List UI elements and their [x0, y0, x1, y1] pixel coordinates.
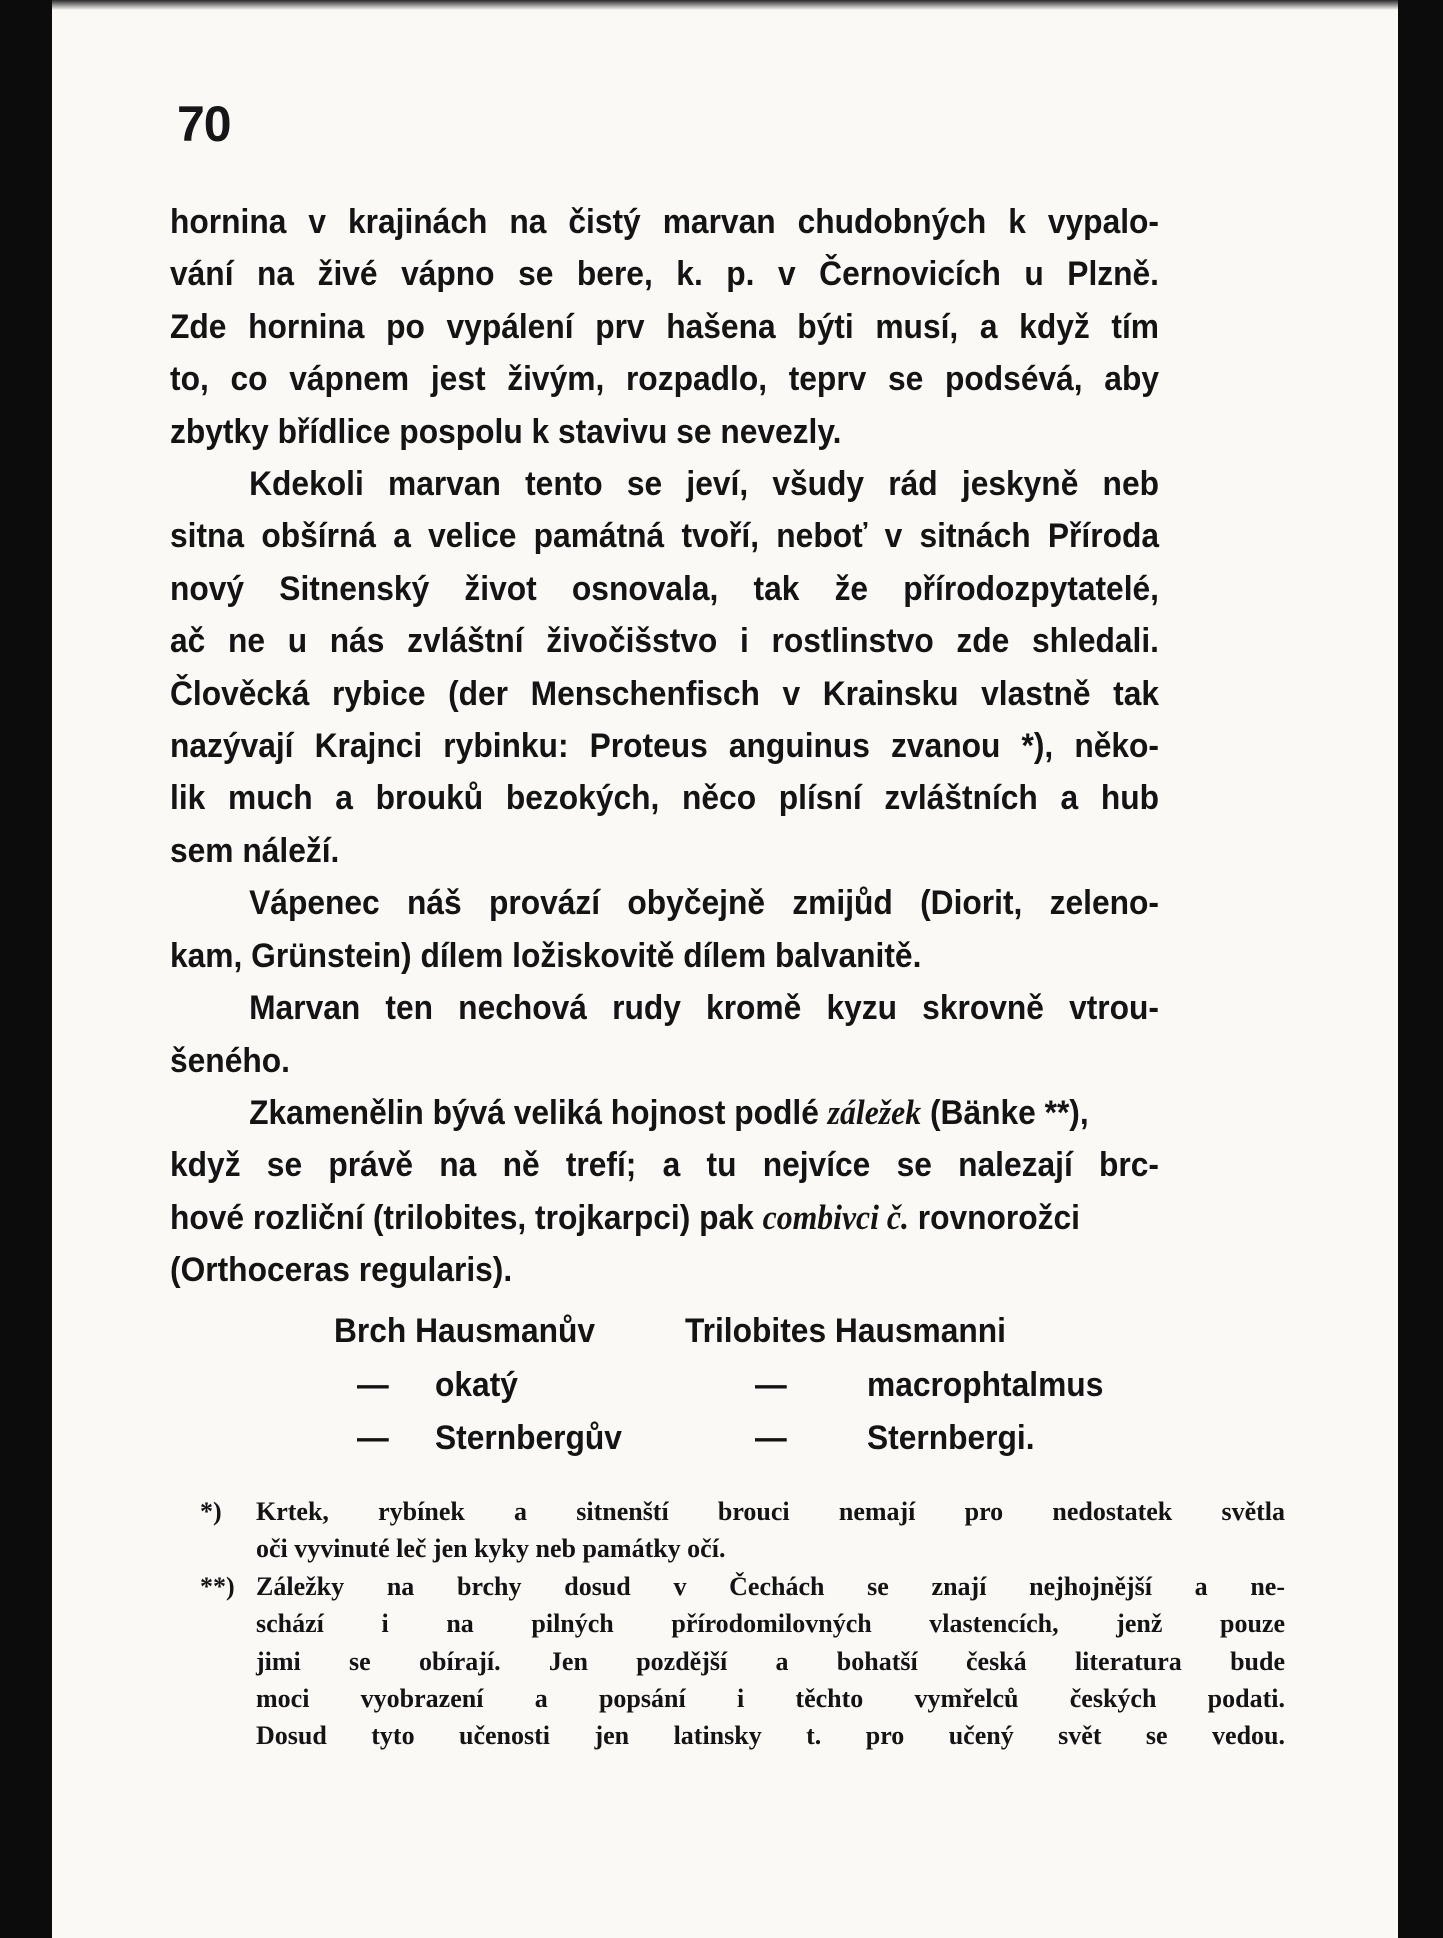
- text-line: Marvan ten nechová rudy kromě kyzu skrovně vtrou-: [249, 989, 1159, 1028]
- text-line: šeného.: [170, 1041, 290, 1080]
- footnote-line: Dosud tyto učenosti jen latinsky t. pro učený svět se vedou.: [256, 1721, 1285, 1751]
- text-line: Vápenec náš provází obyčejně zmijůd (Diorit, zeleno-: [249, 884, 1159, 923]
- text-fragment: hové rozliční (trilobites, trojkarpci) pak: [170, 1198, 754, 1237]
- text-fragment: rovnorožci: [917, 1198, 1080, 1237]
- text-line: nový Sitnenský život osnovala, tak že přírodozpytatelé,: [170, 569, 1159, 608]
- text-line: (Orthoceras regularis).: [170, 1251, 513, 1290]
- ditto-dash: —: [755, 1366, 787, 1404]
- footnote-line: schází i na pilných přírodomilovných vlastencích, jenž pouze: [256, 1609, 1285, 1639]
- text-line: kam, Grünstein) dílem ložiskovitě dílem balvanitě.: [170, 936, 922, 975]
- text-fragment: (Bänke **),: [929, 1093, 1089, 1132]
- italic-term: záležek: [827, 1093, 922, 1132]
- footnote-line: jimi se obírají. Jen pozdější a bohatší česká literatura bude: [256, 1646, 1285, 1676]
- text-line: lik much a brouků bezokých, něco plísní zvláštních a hub: [170, 779, 1159, 818]
- text-line: když se právě na ně trefí; a tu nejvíce se nalezají brc-: [170, 1146, 1159, 1185]
- text-line: nazývají Krajnci rybinku: Proteus anguinus zvanou *), něko-: [170, 727, 1159, 766]
- species-right: Sternbergi.: [867, 1419, 1035, 1457]
- footnote-line: Krtek, rybínek a sitnenští brouci nemají pro nedostatek světla: [256, 1497, 1285, 1526]
- text-line-mixed: [170, 1087, 1159, 1139]
- ditto-dash: —: [357, 1419, 389, 1457]
- footnote-line: Záležky na brchy dosud v Čechách se znají nejhojnější a ne-: [256, 1571, 1285, 1601]
- text-line: hornina v krajinách na čistý marvan chudobných k vypalo-: [170, 203, 1159, 241]
- footnote-mark: **): [200, 1571, 235, 1601]
- text-line: sem náleží.: [170, 831, 340, 870]
- body-text: [170, 196, 1159, 1297]
- species-right: Trilobites Hausmanni: [685, 1312, 1007, 1350]
- text-line: vání na živé vápno se bere, k. p. v Černovicích u Plzně.: [170, 255, 1159, 294]
- footnote: [200, 1568, 1285, 1755]
- species-left: okatý: [435, 1366, 518, 1404]
- ditto-dash: —: [357, 1366, 389, 1404]
- species-right: macrophtalmus: [867, 1366, 1104, 1404]
- footnote-line: oči vyvinuté leč jen kyky neb památky očí.: [256, 1534, 726, 1564]
- text-line: Kdekoli marvan tento se jeví, všudy rád jeskyně neb: [249, 465, 1159, 504]
- text-line: zbytky břídlice pospolu k stavivu se nevezly.: [170, 412, 842, 451]
- species-left: Sternbergův: [435, 1419, 622, 1457]
- book-page: [52, 0, 1398, 1938]
- text-line: ač ne u nás zvláštní živočišstvo i rostlinstvo zde shledali.: [170, 622, 1159, 661]
- ditto-dash: —: [755, 1419, 787, 1457]
- footnote: [200, 1493, 1285, 1568]
- page-number: 70: [177, 96, 231, 152]
- footnote-line: moci vyobrazení a popsání i těchto vymřelců českých podati.: [256, 1684, 1285, 1714]
- text-line: to, co vápnem jest živým, rozpadlo, teprv se podsévá, aby: [170, 360, 1159, 399]
- text-line: sitna obšírná a velice památná tvoří, neboť v sitnách Příroda: [170, 517, 1159, 556]
- footnote-mark: *): [200, 1497, 222, 1526]
- text-line: Člověcká rybice (der Menschenfisch v Krainsku vlastně tak: [170, 674, 1159, 713]
- text-fragment: Zkamenělin bývá veliká hojnost podlé: [249, 1093, 819, 1132]
- text-line-mixed: [170, 1192, 1159, 1244]
- italic-term: combivci č.: [762, 1198, 909, 1237]
- text-line: Zde hornina po vypálení prv hašena býti musí, a když tím: [170, 307, 1159, 346]
- footnotes: [200, 1493, 1285, 1755]
- species-left: Brch Hausmanův: [334, 1312, 596, 1350]
